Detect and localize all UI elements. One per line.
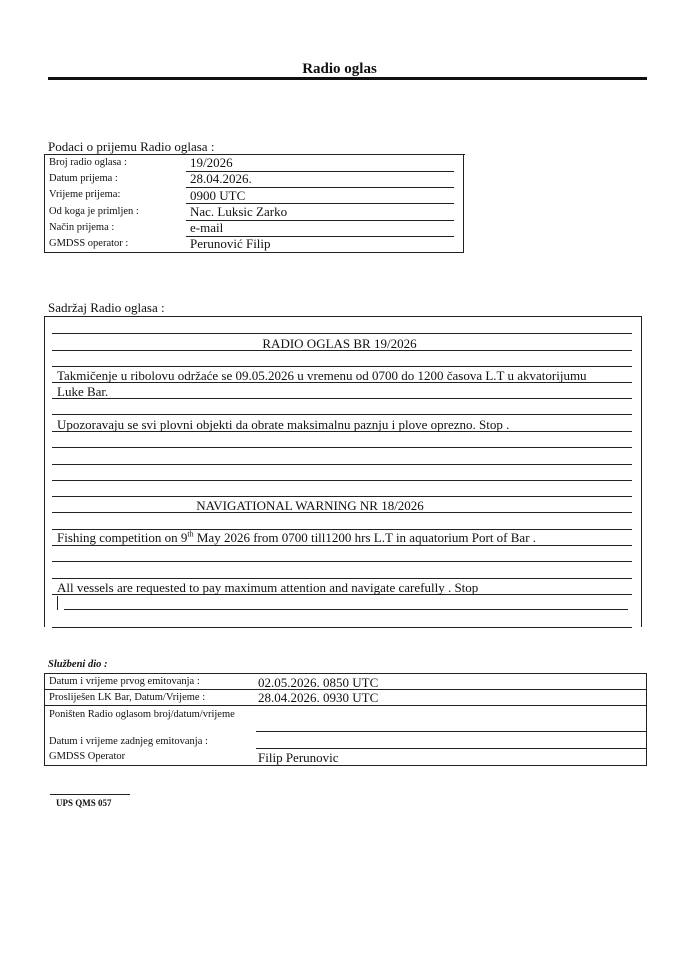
local-notice-line: Luke Bar.: [57, 384, 109, 399]
reception-label: Vrijeme prijema:: [49, 189, 121, 200]
official-heading: Službeni dio :: [48, 659, 108, 670]
title-divider: [48, 77, 647, 80]
official-label: Prosliješen LK Bar, Datum/Vrijeme :: [49, 692, 206, 703]
official-value: 02.05.2026. 0850 UTC: [258, 675, 379, 690]
footer-rule: [50, 794, 130, 795]
reception-value: 19/2026: [190, 155, 233, 170]
reception-label: Broj radio oglasa :: [49, 157, 127, 168]
reception-label: Datum prijema :: [49, 173, 118, 184]
official-value: 28.04.2026. 0930 UTC: [258, 690, 379, 705]
reception-value: 28.04.2026.: [190, 171, 252, 186]
local-notice-line: Takmičenje u ribolovu održaće se 09.05.2026 u vremenu od 0700 do 1200 časova L.T u akvatorijumu: [57, 368, 587, 383]
local-notice-line: Upozoravaju se svi plovni objekti da obrate maksimalnu paznju i plove oprezno. Stop .: [57, 417, 510, 432]
official-label: Datum i vrijeme prvog emitovanja :: [49, 676, 200, 687]
reception-label: Od koga je primljen :: [49, 206, 139, 217]
reception-value: Perunović Filip: [190, 236, 271, 251]
official-value: Filip Perunovic: [258, 750, 339, 765]
reception-value: Nac. Luksic Zarko: [190, 204, 288, 219]
reception-value: 0900 UTC: [190, 188, 246, 203]
page-title: Radio oglas: [302, 61, 377, 77]
footer-code: UPS QMS 057: [56, 798, 112, 808]
local-notice-title: RADIO OGLAS BR 19/2026: [262, 336, 417, 351]
reception-value: e-mail: [190, 220, 224, 235]
nav-warning-line: Fishing competition on 9th May 2026 from 0700 till1200 hrs L.T in aquatorium Port of Bar .: [57, 529, 537, 545]
reception-heading: Podaci o prijemu Radio oglasa :: [48, 139, 215, 154]
reception-label: GMDSS operator :: [49, 238, 129, 249]
official-label: Poništen Radio oglasom broj/datum/vrijeme: [49, 709, 235, 720]
content-heading: Sadržaj Radio oglasa :: [48, 300, 165, 315]
official-label: Datum i vrijeme zadnjeg emitovanja :: [49, 736, 208, 747]
reception-label: Način prijema :: [49, 222, 115, 233]
nav-warning-line: All vessels are requested to pay maximum attention and navigate carefully . Stop: [57, 580, 479, 595]
nav-warning-title: NAVIGATIONAL WARNING NR 18/2026: [196, 498, 424, 513]
official-label: GMDSS Operator: [49, 751, 126, 762]
